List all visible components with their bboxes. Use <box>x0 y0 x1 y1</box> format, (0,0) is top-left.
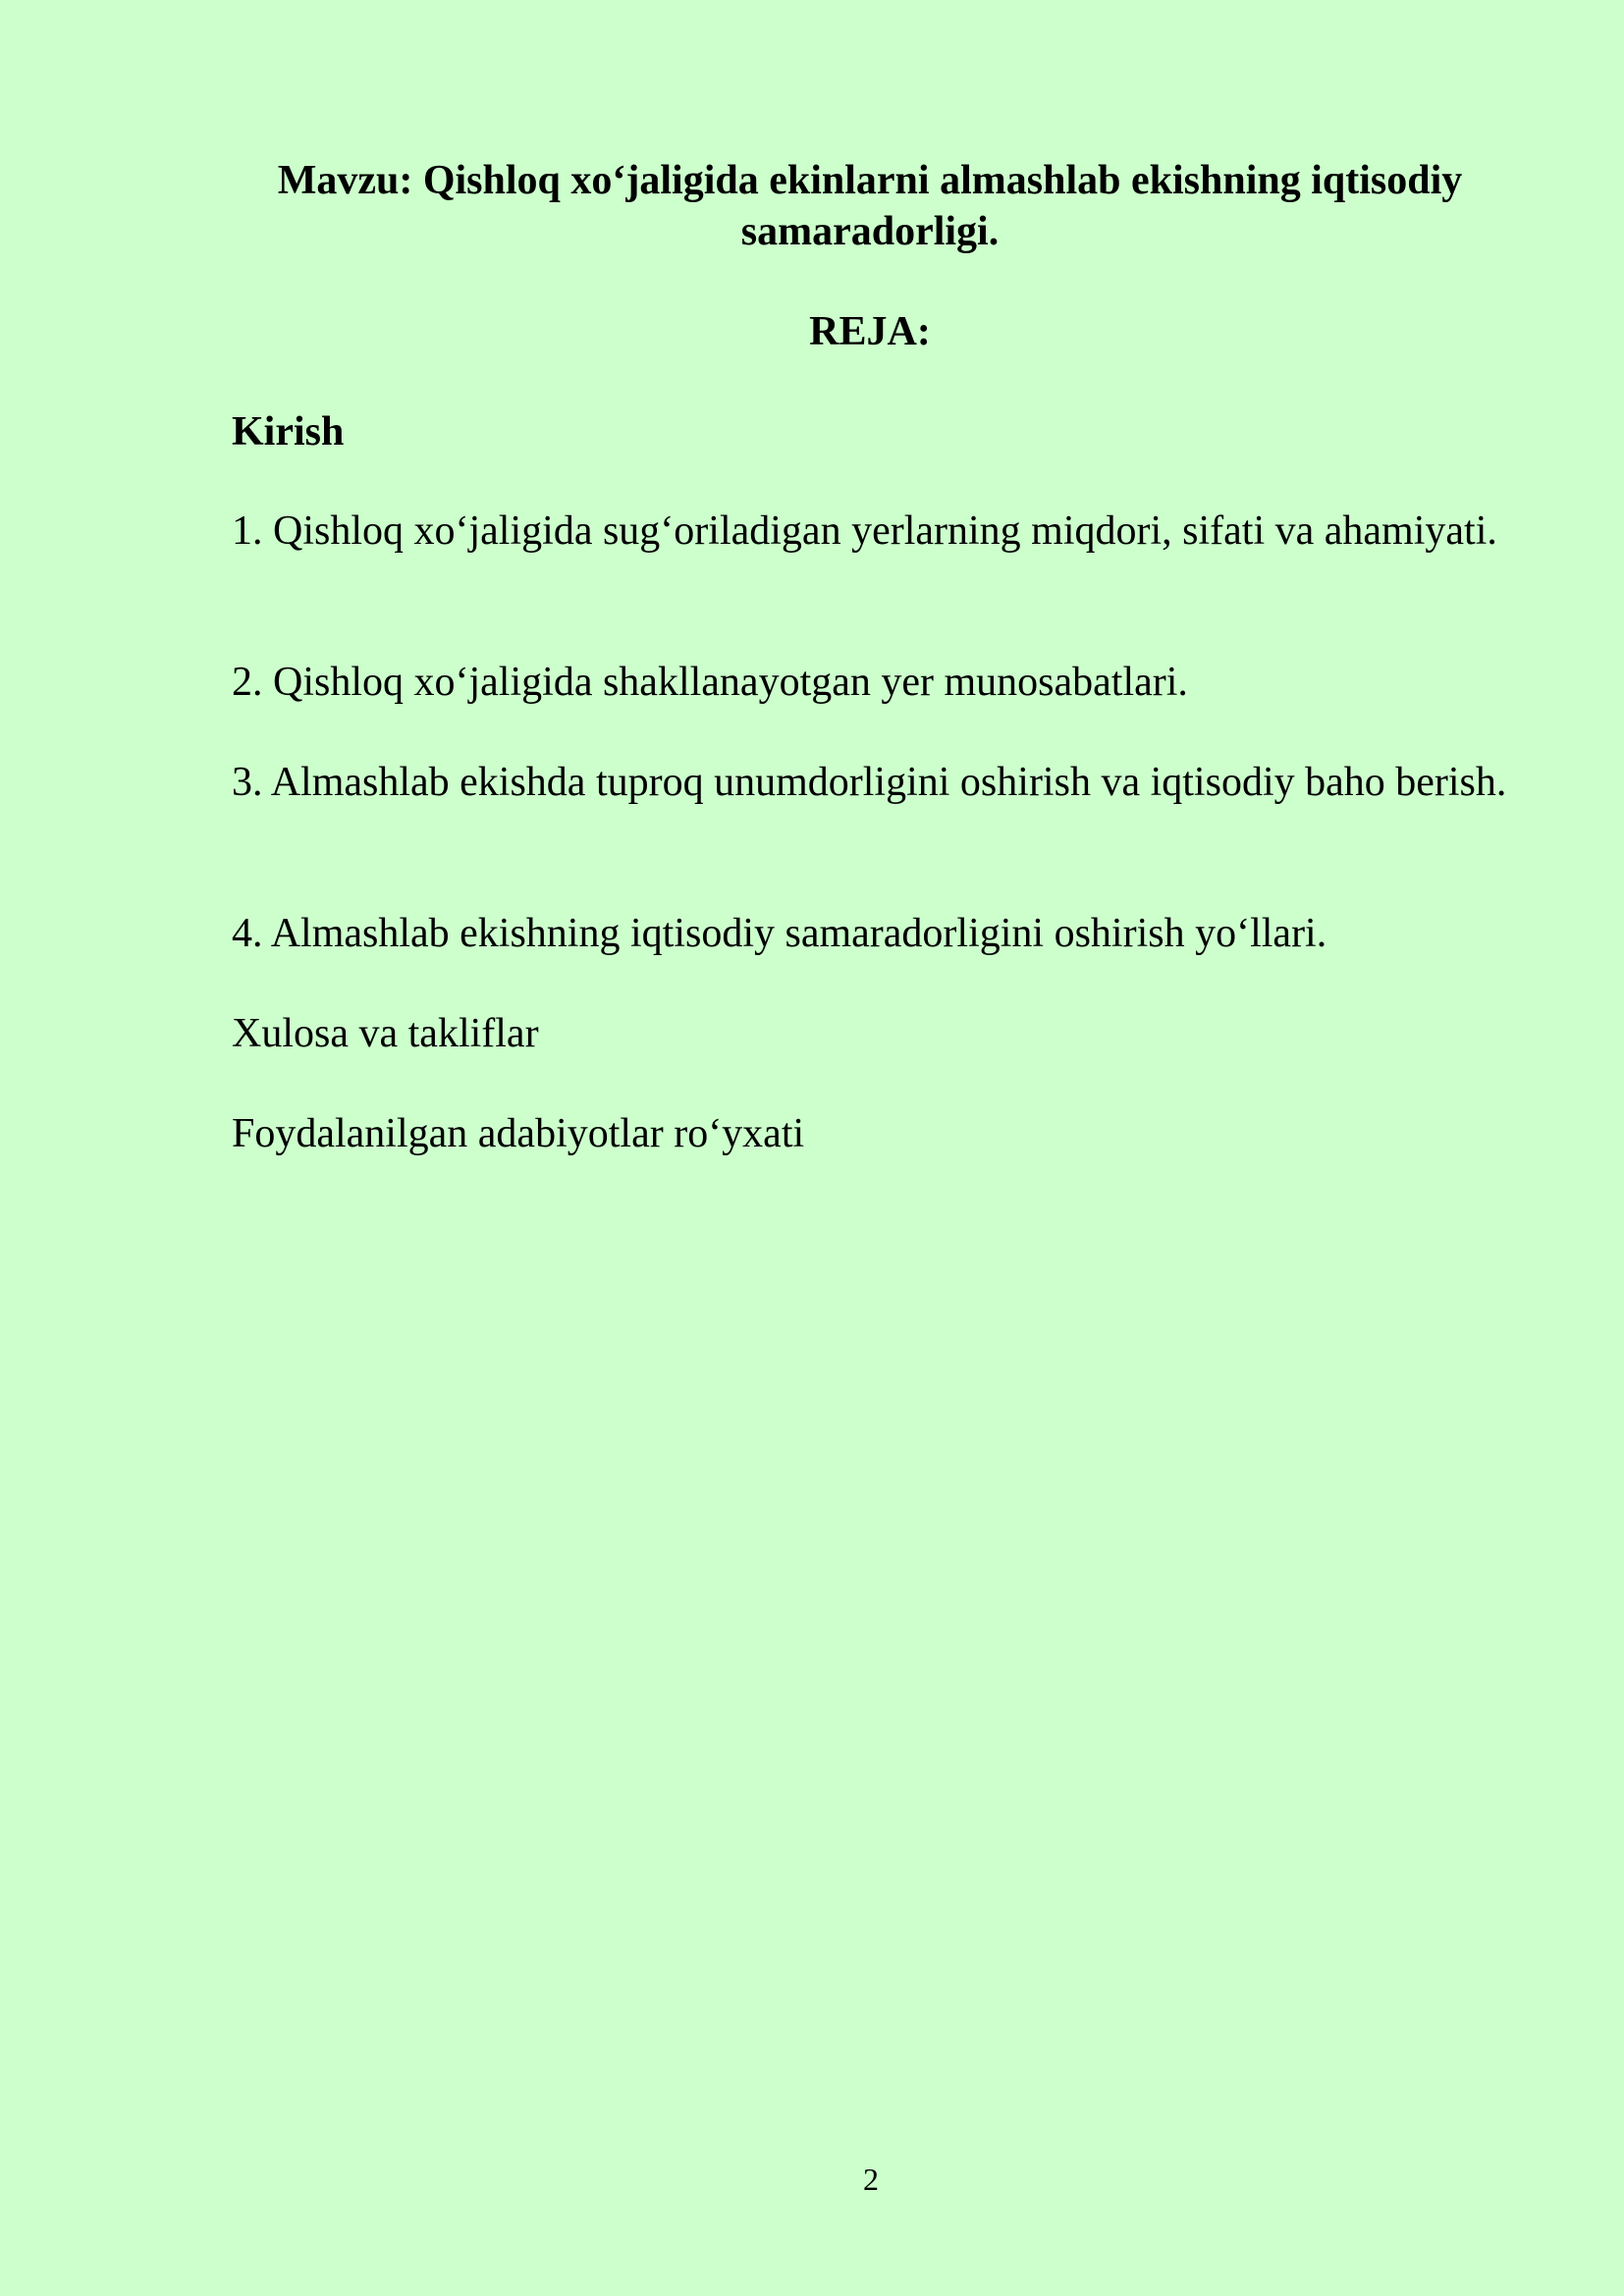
plan-item-number: 2. <box>232 660 263 705</box>
plan-item-text: Qishloq xo‘jaligida shakllanayotgan yer munosabatlari. <box>273 660 1188 705</box>
conclusion-line: Xulosa va takliflar <box>232 1011 539 1056</box>
plan-item-4 <box>232 908 1508 959</box>
plan-item-2 <box>232 657 1508 708</box>
plan-item-text: Qishloq xo‘jaligida sug‘oriladigan yerlarning miqdori, sifati va ahamiyati. <box>273 508 1497 554</box>
plan-item-number: 3. <box>232 760 263 805</box>
intro-heading: Kirish <box>232 409 345 454</box>
plan-item-text: Almashlab ekishda tuproq unumdorligini oshirish va iqtisodiy baho berish. <box>270 760 1507 805</box>
plan-item-number: 1. <box>232 508 263 554</box>
references-line: Foydalanilgan adabiyotlar ro‘yxati <box>232 1111 805 1156</box>
plan-item-text: Almashlab ekishning iqtisodiy samaradorligini oshirish yo‘llari. <box>270 911 1327 956</box>
plan-item-number: 4. <box>232 911 263 956</box>
plan-item-3 <box>232 757 1508 808</box>
plan-heading: REJA: <box>809 309 931 354</box>
page-number: 2 <box>863 2162 879 2197</box>
document-title: Mavzu: Qishloq xo‘jaligida ekinlarni almashlab ekishning iqtisodiy samaradorligi. <box>277 158 1463 254</box>
plan-item-1 <box>232 506 1508 557</box>
